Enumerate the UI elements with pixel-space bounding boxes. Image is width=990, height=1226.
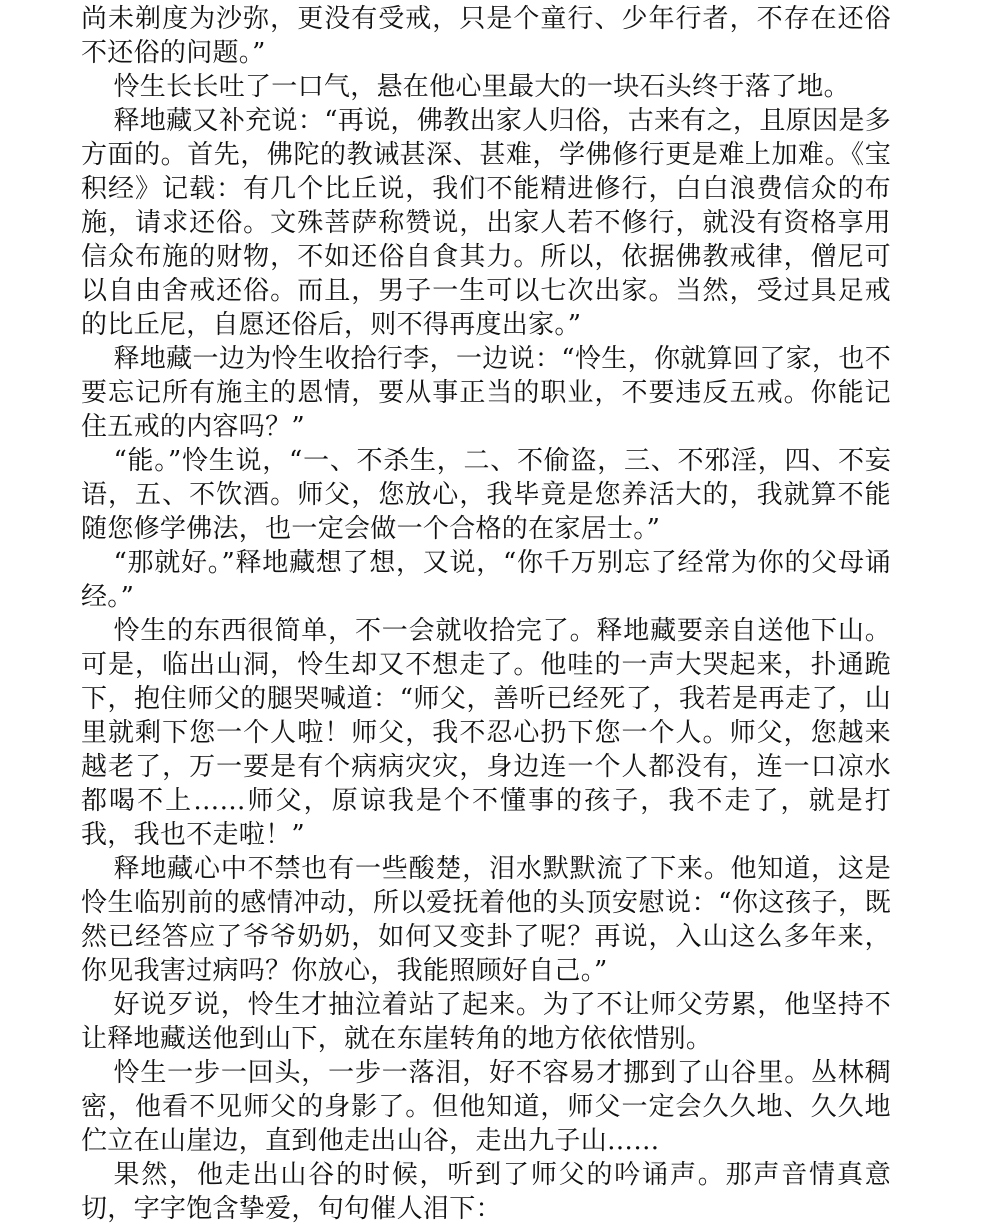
paragraph-8: 释地藏心中不禁也有一些酸楚，泪水默默流了下来。他知道，这是怜生临别前的感情冲动，所以爱抚着他的头顶安慰说：“你这孩子，既然已经答应了爷爷奶奶，如何又变卦了呢？再说，入山这么多年来，你见我害过病吗？你放心，我能照顾好自己。” [81, 854, 891, 986]
paragraph-11: 果然，他走出山谷的时候，听到了师父的吟诵声。那声音情真意切，字字饱含挚爱，句句催人泪下： [81, 1160, 891, 1224]
paragraph-3: 释地藏又补充说：“再说，佛教出家人归俗，古来有之，且原因是多方面的。首先，佛陀的教诫甚深、甚难，学佛修行更是难上加难。《宝积经》记载：有几个比丘说，我们不能精进修行，白白浪费信众的布施，请求还俗。文殊菩萨称赞说，出家人若不修行，就没有资格享用信众布施的财物，不如还俗自食其力。所以，依据佛教戒律，僧尼可以自由舍戒还俗。而且，男子一生可以七次出家。当然，受过具足戒的比丘尼，自愿还俗后，则不得再度出家。” [81, 106, 891, 340]
paragraph-10: 怜生一步一回头，一步一落泪，好不容易才挪到了山谷里。丛林稠密，他看不见师父的身影了。但他知道，师父一定会久久地、久久地伫立在山崖边，直到他走出山谷，走出九子山…… [81, 1058, 891, 1156]
document-page [81, 2, 891, 1226]
paragraph-9: 好说歹说，怜生才抽泣着站了起来。为了不让师父劳累，他坚持不让释地藏送他到山下，就在东崖转角的地方依依惜别。 [81, 990, 891, 1054]
paragraph-2: 怜生长长吐了一口气，悬在他心里最大的一块石头终于落了地。 [113, 72, 850, 102]
paragraph-6: “那就好。”释地藏想了想，又说，“你千万别忘了经常为你的父母诵经。” [81, 548, 891, 612]
paragraph-1: 尚未剃度为沙弥，更没有受戒，只是个童行、少年行者，不存在还俗不还俗的问题。” [81, 4, 891, 68]
paragraph-4: 释地藏一边为怜生收拾行李，一边说：“怜生，你就算回了家，也不要忘记所有施主的恩情，要从事正当的职业，不要违反五戒。你能记住五戒的内容吗？” [81, 344, 891, 442]
paragraph-7: 怜生的东西很简单，不一会就收拾完了。释地藏要亲自送他下山。可是，临出山洞，怜生却又不想走了。他哇的一声大哭起来，扑通跪下，抱住师父的腿哭喊道：“师父，善听已经死了，我若是再走了，山里就剩下您一个人啦！师父，我不忍心扔下您一个人。师父，您越来越老了，万一要是有个病病灾灾，身边连一个人都没有，连一口凉水都喝不上……师父，原谅我是个不懂事的孩子，我不走了，就是打我，我也不走啦！” [81, 616, 891, 850]
paragraph-5: “能。”怜生说，“一、不杀生，二、不偷盗，三、不邪淫，四、不妄语，五、不饮酒。师父，您放心，我毕竟是您养活大的，我就算不能随您修学佛法，也一定会做一个合格的在家居士。” [81, 446, 891, 544]
